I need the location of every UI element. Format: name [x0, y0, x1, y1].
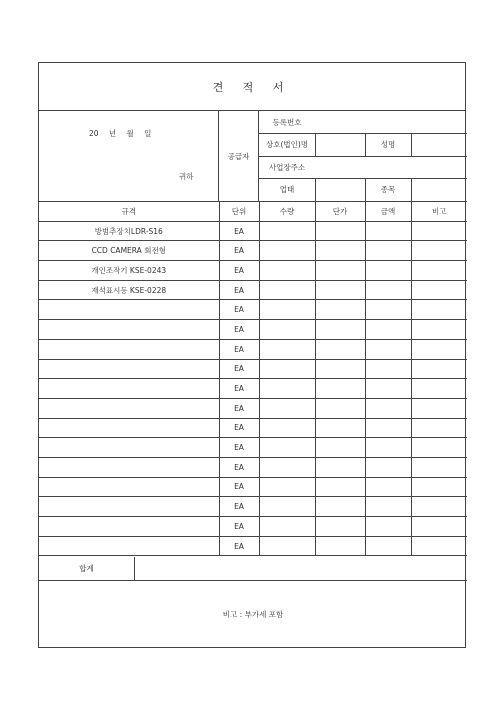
table-row [39, 398, 467, 418]
address-label: 사업장주소 [268, 162, 306, 172]
amount-cell [365, 398, 411, 418]
unit-cell: EA [219, 517, 259, 537]
spec-cell [39, 536, 219, 556]
spec-cell [39, 339, 219, 359]
unit-cell: EA [219, 497, 259, 517]
spec-cell [39, 300, 219, 320]
spec-cell [39, 517, 219, 537]
amount-cell [365, 438, 411, 458]
remarks-cell [411, 261, 467, 281]
spec-cell: 방범추장치LDR-S16 [39, 221, 219, 241]
qty-cell [259, 418, 315, 438]
remarks-cell [411, 517, 467, 537]
header-section [39, 111, 465, 201]
spec-cell: 개인조작기 KSE-0243 [39, 261, 219, 281]
spec-cell [39, 320, 219, 340]
remarks-cell [411, 497, 467, 517]
unit-cell: EA [219, 379, 259, 399]
remarks-cell [411, 280, 467, 300]
table-row [39, 536, 467, 556]
spec-cell: 재석표시등 KSE-0228 [39, 280, 219, 300]
remarks-cell [411, 477, 467, 497]
table-row [39, 379, 467, 399]
price-cell [315, 497, 365, 517]
name-label: 성명 [380, 140, 396, 149]
price-cell [315, 300, 365, 320]
remarks-cell [411, 300, 467, 320]
amount-cell [365, 339, 411, 359]
col-price: 단가 [315, 202, 365, 222]
qty-cell [259, 457, 315, 477]
table-row [39, 320, 467, 340]
table-header-row [39, 202, 467, 222]
qty-cell [259, 300, 315, 320]
supplier-label: 공급자 [219, 111, 259, 201]
recipient-area [39, 111, 219, 201]
qty-cell [259, 438, 315, 458]
amount-cell [365, 280, 411, 300]
amount-cell [365, 300, 411, 320]
spec-cell [39, 359, 219, 379]
price-cell [315, 241, 365, 261]
qty-cell [259, 517, 315, 537]
remarks-cell [411, 221, 467, 241]
qty-cell [259, 359, 315, 379]
table-row [39, 339, 467, 359]
qty-cell [259, 379, 315, 399]
price-cell [315, 379, 365, 399]
remarks-cell [411, 241, 467, 261]
amount-cell [365, 379, 411, 399]
qty-cell [259, 398, 315, 418]
spec-cell [39, 438, 219, 458]
spec-cell [39, 418, 219, 438]
amount-cell [365, 221, 411, 241]
col-unit: 단위 [219, 202, 259, 222]
price-cell [315, 359, 365, 379]
col-spec: 규격 [39, 202, 219, 222]
price-cell [315, 418, 365, 438]
document-title: 견 적 서 [39, 63, 465, 111]
amount-cell [365, 359, 411, 379]
table-row [39, 221, 467, 241]
price-cell [315, 221, 365, 241]
note-text: 비고 : 부가세 포함 [222, 609, 284, 619]
business-item-label: 종목 [380, 185, 396, 194]
remarks-cell [411, 438, 467, 458]
table-row [39, 280, 467, 300]
unit-cell: EA [219, 477, 259, 497]
qty-cell [259, 280, 315, 300]
qty-cell [259, 536, 315, 556]
unit-cell: EA [219, 398, 259, 418]
remarks-cell [411, 339, 467, 359]
remarks-cell [411, 359, 467, 379]
col-qty: 수량 [259, 202, 315, 222]
amount-cell [365, 320, 411, 340]
unit-cell: EA [219, 300, 259, 320]
unit-cell: EA [219, 320, 259, 340]
table-row [39, 457, 467, 477]
price-cell [315, 398, 365, 418]
unit-cell: EA [219, 261, 259, 281]
qty-cell [259, 497, 315, 517]
amount-cell [365, 261, 411, 281]
col-amount: 금액 [365, 202, 411, 222]
spec-cell [39, 477, 219, 497]
remarks-cell [411, 418, 467, 438]
total-row [39, 557, 467, 581]
remarks-cell [411, 536, 467, 556]
qty-cell [259, 320, 315, 340]
table-row [39, 517, 467, 537]
price-cell [315, 517, 365, 537]
qty-cell [259, 339, 315, 359]
amount-cell [365, 418, 411, 438]
qty-cell [259, 241, 315, 261]
unit-cell: EA [219, 339, 259, 359]
table-row [39, 359, 467, 379]
qty-cell [259, 261, 315, 281]
table-row [39, 477, 467, 497]
table-row [39, 418, 467, 438]
price-cell [315, 320, 365, 340]
remarks-cell [411, 320, 467, 340]
price-cell [315, 536, 365, 556]
spec-cell [39, 457, 219, 477]
col-remarks: 비고 [411, 202, 467, 222]
table-row [39, 438, 467, 458]
table-row [39, 241, 467, 261]
unit-cell: EA [219, 221, 259, 241]
qty-cell [259, 477, 315, 497]
amount-cell [365, 517, 411, 537]
recipient-suffix: 귀하 [179, 172, 194, 181]
company-label: 상호(법인)명 [265, 140, 309, 149]
unit-cell: EA [219, 280, 259, 300]
price-cell [315, 280, 365, 300]
qty-cell [259, 221, 315, 241]
unit-cell: EA [219, 536, 259, 556]
unit-cell: EA [219, 457, 259, 477]
remarks-cell [411, 379, 467, 399]
amount-cell [365, 497, 411, 517]
price-cell [315, 457, 365, 477]
price-cell [315, 339, 365, 359]
remarks-cell [411, 398, 467, 418]
amount-cell [365, 477, 411, 497]
remarks-cell [411, 457, 467, 477]
amount-cell [365, 241, 411, 261]
price-cell [315, 438, 365, 458]
table-row [39, 261, 467, 281]
spec-cell: CCD CAMERA 회전형 [39, 241, 219, 261]
date-field: 20 년 월 일 [89, 129, 152, 138]
table-row [39, 300, 467, 320]
price-cell [315, 261, 365, 281]
price-cell [315, 477, 365, 497]
items-table [39, 201, 467, 556]
amount-cell [365, 536, 411, 556]
table-row [39, 497, 467, 517]
unit-cell: EA [219, 438, 259, 458]
reg-no-label: 등록번호 [272, 117, 302, 127]
supplier-info-grid [259, 111, 467, 201]
unit-cell: EA [219, 418, 259, 438]
total-label: 합계 [39, 557, 135, 580]
spec-cell [39, 497, 219, 517]
business-type-label: 업태 [279, 185, 295, 194]
quotation-sheet [38, 62, 466, 648]
spec-cell [39, 379, 219, 399]
unit-cell: EA [219, 241, 259, 261]
amount-cell [365, 457, 411, 477]
unit-cell: EA [219, 359, 259, 379]
spec-cell [39, 398, 219, 418]
